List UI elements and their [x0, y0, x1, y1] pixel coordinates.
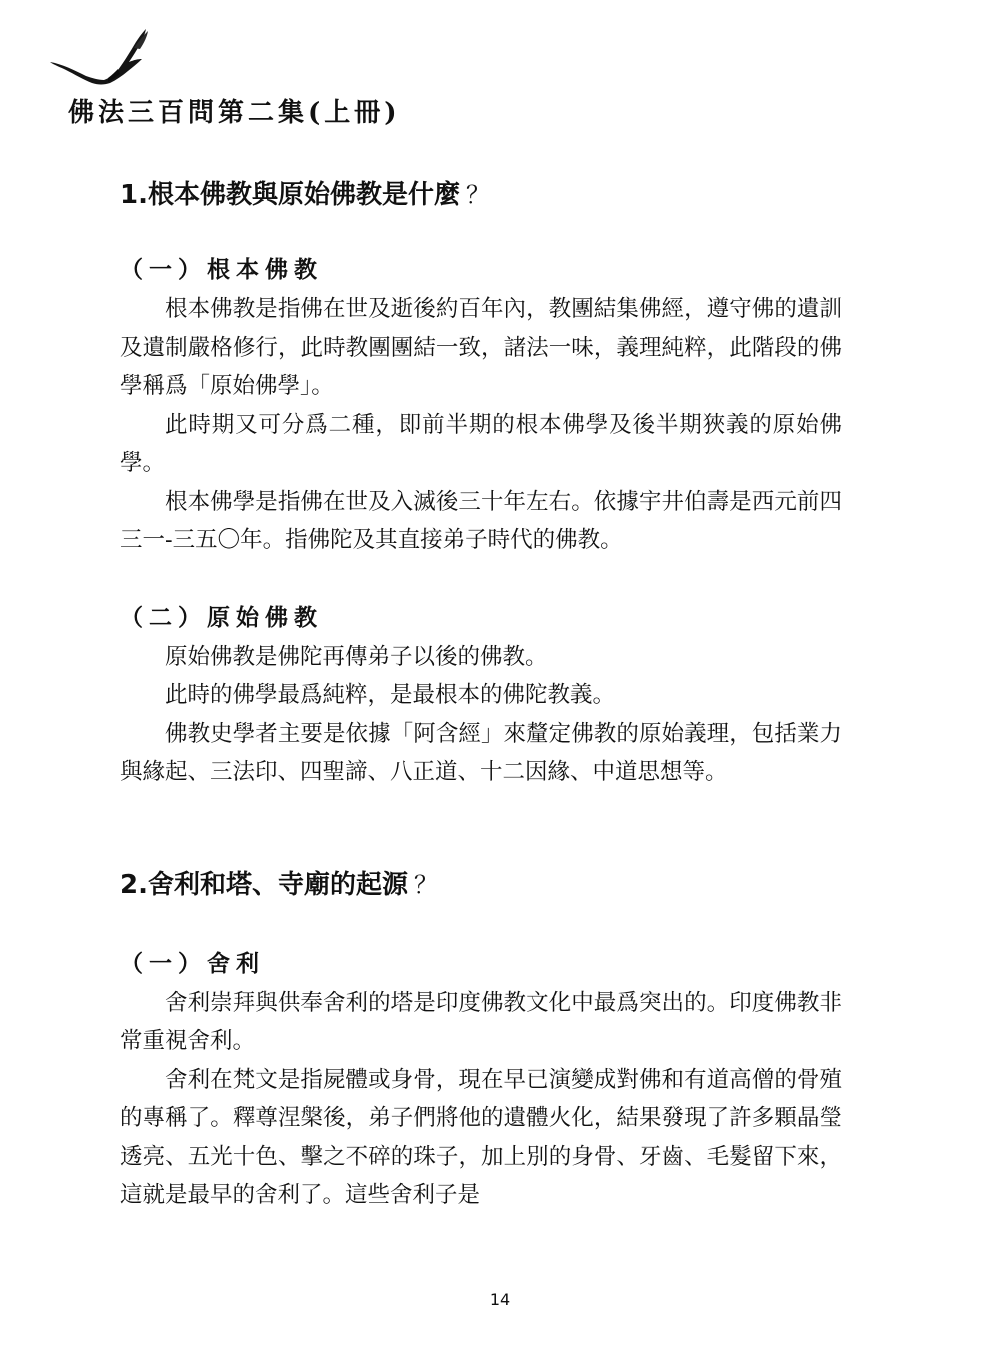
paragraph: 舍利在梵文是指屍體或身骨，現在早已演變成對佛和有道高僧的骨殖的專稱了。釋尊涅槃後，弟子們將他的遺體火化，結果發現了許多顆晶瑩透亮、五光十色、擊之不碎的珠子，加上別的身骨、牙齒、毛髮留下來，這就是最早的舍利了。這些舍利子是 — [120, 1066, 842, 1208]
paragraph: 舍利崇拜與供奉舍利的塔是印度佛教文化中最爲突出的。印度佛教非常重視舍利。 — [120, 989, 842, 1054]
paragraph: 根本佛教是指佛在世及逝後約百年內，教團結集佛經，遵守佛的遺訓及遺制嚴格修行，此時教團團結一致，諸法一味，義理純粹，此階段的佛學稱爲「原始佛學」。 — [120, 296, 842, 399]
paragraph: 根本佛學是指佛在世及入滅後三十年左右。依據宇井伯壽是西元前四三一-三五〇年。指佛陀及其直接弟子時代的佛教。 — [120, 488, 842, 553]
question-2-title-text: 2.舍利和塔、寺廟的起源 — [120, 869, 408, 900]
page-content — [120, 170, 842, 1215]
question-2-title — [120, 860, 842, 910]
page-header — [48, 28, 448, 128]
section-1-2-heading: （二）原始佛教 — [120, 603, 323, 631]
paragraph: 佛教史學者主要是依據「阿含經」來釐定佛教的原始義理，包括業力與緣起、三法印、四聖諦、八正道、十二因緣、中道思想等。 — [120, 720, 842, 785]
page-number: 14 — [489, 1290, 511, 1309]
section-2-1-heading: （一）舍利 — [120, 949, 265, 977]
question-1-title — [120, 170, 842, 220]
paragraph: 原始佛教是佛陀再傳弟子以後的佛教。 — [165, 643, 548, 670]
eagle-silhouette-icon — [48, 28, 158, 98]
question-1-title-text: 1.根本佛教與原始佛教是什麼 — [120, 180, 460, 210]
question-2-qmark: ？ — [413, 870, 438, 899]
book-title: 佛法三百問第二集(上冊) — [68, 98, 401, 128]
paragraph: 此時期又可分爲二種，即前半期的根本佛學及後半期狹義的原始佛學。 — [120, 411, 842, 476]
section-1-1-heading: （一）根本佛教 — [120, 256, 323, 283]
paragraph: 此時的佛學最爲純粹，是最根本的佛陀教義。 — [165, 682, 616, 708]
question-1-qmark: ？ — [465, 181, 490, 209]
